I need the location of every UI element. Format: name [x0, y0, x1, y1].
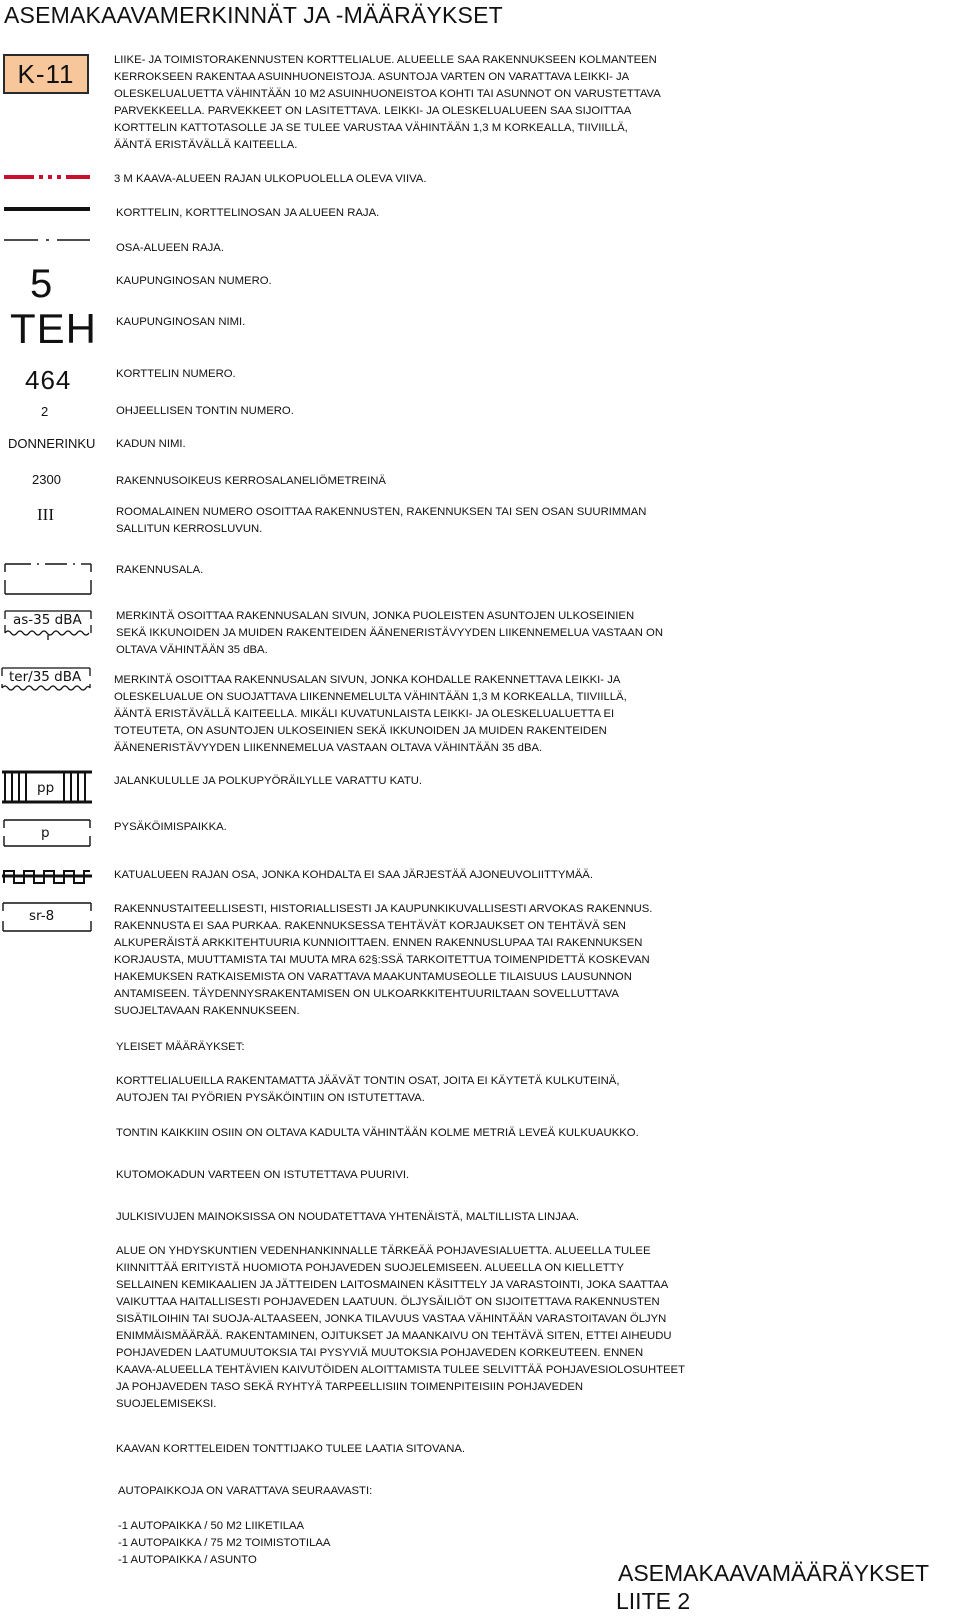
plan-area-outer-line-symbol [4, 172, 90, 182]
k11-zone-symbol: K-11 [3, 54, 89, 94]
no-vehicle-access-line-symbol [2, 867, 92, 885]
noise-ter-label: ter/35 dBA [9, 669, 82, 685]
entry-block-boundary-description: KORTTELIN, KORTTELINOSAN JA ALUEEN RAJA. [116, 207, 380, 219]
entry-floor-count-description: ROOMALAINEN NUMERO OSOITTAA RAKENNUSTEN, RAKENNUKSEN TAI SEN OSAN SUURIMMAN SALLITUN KERROSLUVUN. [116, 506, 647, 535]
floor-area-symbol: 2300 [32, 472, 61, 487]
general-regulations-heading: YLEISET MÄÄRÄYKSET: [116, 1041, 245, 1053]
entry-district-name-description: KAUPUNGINOSAN NIMI. [116, 316, 246, 328]
entry-sub-area-description: OSA-ALUEEN RAJA. [116, 242, 224, 254]
plot-number-symbol: 2 [41, 404, 49, 419]
floor-count-symbol: III [37, 505, 54, 524]
block-boundary-line-symbol [4, 205, 90, 213]
entry-building-area-description: RAKENNUSALA. [116, 564, 204, 576]
entry-no-vehicle-access-description: KATUALUEEN RAJAN OSA, JONKA KOHDALTA EI SAA JÄRJESTÄÄ AJONEUVOLIITTYMÄÄ. [114, 869, 593, 881]
district-number-symbol: 5 [30, 262, 53, 306]
entry-noise-ter-description: MERKINTÄ OSOITTAA RAKENNUSALAN SIVUN, JONKA KOHDALLE RAKENNETTAVA LEIKKI- JA OLESKELUALUE ON SUOJATTAVA LIIKENNEMELULTA VÄHINTÄÄN 1,3 M KORKEALLA, TIIVIILLÄ, ÄÄNTÄ ERISTÄVÄLLÄ KAITEELLA. MIKÄLI KUVATUNLAISTA LEIKKI- JA OLESKELUALUETTA EI TOTEUTETA, ON ASUNTOJEN ULKOSEINIEN SEKÄ IKKUNOIDEN JA MUIDEN RAKENTEIDEN ÄÄNENERISTÄVYYDEN LIIKENNEMELUA VASTAAN OLTAVA VÄHINTÄÄN 35 dBA. [114, 674, 627, 754]
general-item: TONTIN KAIKKIIN OSIIN ON OLTAVA KADULTA VÄHINTÄÄN KOLME METRIÄ LEVEÄ KULKUAUKKO. [116, 1127, 639, 1139]
entry-plot-number-description: OHJEELLISEN TONTIN NUMERO. [116, 405, 294, 417]
entry-parking-description: PYSÄKÖIMISPAIKKA. [114, 821, 227, 833]
general-item: KUTOMOKADUN VARTEEN ON ISTUTETTAVA PUURIVI. [116, 1169, 410, 1181]
district-name-symbol: TEH [10, 305, 97, 352]
parking-requirements-list: -1 AUTOPAIKKA / 50 M2 LIIKETILAA -1 AUTOPAIKKA / 75 M2 TOIMISTOTILAA -1 AUTOPAIKKA / ASUNTO [118, 1520, 331, 1566]
building-area-symbol [5, 562, 91, 596]
page-title: ASEMAKAAVAMERKINNÄT JA -MÄÄRÄYKSET [4, 2, 503, 28]
general-item: KORTTELIALUEILLA RAKENTAMATTA JÄÄVÄT TONTIN OSAT, JOITA EI KÄYTETÄ KULKUTEINÄ, AUTOJEN TAI PYÖRIEN PYSÄKÖINTIIN ON ISTUTETTAVA. [116, 1075, 620, 1104]
footer-appendix-label: LIITE 2 [616, 1588, 691, 1614]
pedestrian-street-label: pp [37, 780, 55, 796]
entry-noise-as-description: MERKINTÄ OSOITTAA RAKENNUSALAN SIVUN, JONKA PUOLEISTEN ASUNTOJEN ULKOSEINIEN SEKÄ IKKUNOIDEN JA MUIDEN RAKENTEIDEN ÄÄNENERISTÄVYYDEN LIIKENNEMELUA VASTAAN ON OLTAVA VÄHINTÄÄN 35 dBA. [116, 610, 663, 656]
general-item: KAAVAN KORTTELEIDEN TONTTIJAKO TULEE LAATIA SITOVANA. [116, 1443, 466, 1455]
general-item: ALUE ON YHDYSKUNTIEN VEDENHANKINNALLE TÄRKEÄÄ POHJAVESIALUETTA. ALUEELLA TULEE KIINNITTÄÄ ERITYISTÄ HUOMIOTA POHJAVEDEN SUOJELEMISEEN. ALUEELLA ON KIELLETTY SELLAINEN KEMIKAALIEN JA JÄTTEIDEN LAITOSMAINEN KÄSITTELY JA VARASTOINTI, JOKA SAATTAA VAIKUTTAA HAITALLISESTI POHJAVEDEN LAATUUN. ÖLJYSÄILIÖT ON SIJOITETTAVA RAKENNUSTEN SISÄTILOIHIN TAI SUOJA-ALTAASEEN, JONKA TILAVUUS VASTAA VÄHINTÄÄN VARASTOITAVAN ÖLJYN ENIMMÄISMÄÄRÄÄ. RAKENTAMINEN, OJITUKSET JA MAANKAIVU ON TEHTÄVÄ SITEN, ETTEI AIHEUDU POHJAVEDEN LAATUMUUTOKSIA TAI PYSYVIÄ MUUTOKSIA POHJAVEDEN KORKEUTEEN. ENNEN KAAVA-ALUEELLA TEHTÄVIEN KAIVUTÖIDEN ALOITTAMISTA TULEE SELVITTÄÄ POHJAVESIOLOSUHTEET JA POHJAVEDEN TASO SEKÄ RYHTYÄ TARPEELLISIIN TOIMENPITEISIIN POHJAVEDEN SUOJELEMISEKSI. [116, 1245, 685, 1410]
entry-district-number-description: KAUPUNGINOSAN NUMERO. [116, 275, 272, 287]
entry-outer-line-description: 3 M KAAVA-ALUEEN RAJAN ULKOPUOLELLA OLEVA VIIVA. [114, 173, 427, 185]
noise-as-label: as-35 dBA [13, 612, 82, 628]
street-name-symbol: DONNERINKU [8, 436, 96, 451]
block-number-symbol: 464 [25, 365, 72, 395]
general-item: JULKISIVUJEN MAINOKSISSA ON NOUDATETTAVA YHTENÄISTÄ, MALTILLISTA LINJAA. [116, 1211, 580, 1223]
protected-building-label: sr-8 [29, 908, 55, 924]
parking-area-label: p [41, 825, 50, 841]
entry-protected-building-description: RAKENNUSTAITEELLISESTI, HISTORIALLISESTI JA KAUPUNKIKUVALLISESTI ARVOKAS RAKENNUS. RAKENNUSTA EI SAA PURKAA. RAKENNUKSESSA TEHTÄVÄT KORJAUKSET ON TEHTÄVÄ SEN ALKUPERÄISTÄ ARKKITEHTUURIA KUNNIOITTAEN. ENNEN RAKENNUSLUPAA TAI RAKENNUKSEN KORJAUSTA, MUUTTAMISTA TAI MUUTA MRA 62§:SSÄ TARKOITETTUA TOIMENPIDETTÄ KOSKEVAN HAKEMUKSEN RATKAISEMISTA ON VARATTAVA MAAKUNTAMUSEOLLE TILAISUUS LAUSUNNON ANTAMISEEN. TÄYDENNYSRAKENTAMISEN ON ULKOARKKITEHTUURILTAAN SOVELLUTTAVA SUOJELTAVAAN RAKENNUKSEEN. [114, 903, 653, 1017]
entry-floor-area-description: RAKENNUSOIKEUS KERROSALANELIÖMETREINÄ [116, 475, 386, 487]
general-item: AUTOPAIKKOJA ON VARATTAVA SEURAAVASTI: [118, 1485, 373, 1497]
entry-pedestrian-street-description: JALANKULULLE JA POLKUPYÖRÄILYLLE VARATTU KATU. [114, 775, 423, 787]
entry-k11-description: LIIKE- JA TOIMISTORAKENNUSTEN KORTTELIALUE. ALUEELLE SAA RAKENNUKSEEN KOLMANTEEN KERROKSEEN RAKENTAA ASUINHUONEISTOJA. ASUNTOJA VARTEN ON VARATTAVA LEIKKI- JA OLESKELUALUETTA VÄHINTÄÄN 10 M2 ASUINHUONEISTOA KOHTI TAI ASUNNOT ON VARUSTETTAVA PARVEKKEELLA. PARVEKKEET ON LASITETTAVA. LEIKKI- JA OLESKELUALUEEN SAA SIJOITTAA KORTTELIN KATTOTASOLLE JA SE TULEE VARUSTAA VÄHINTÄÄN 1,3 M KORKEALLA, TIIVIILLÄ, ÄÄNTÄ ERISTÄVÄLLÄ KAITEELLA. [114, 54, 661, 151]
entry-street-name-description: KADUN NIMI. [116, 438, 186, 450]
footer-title: ASEMAKAAVAMÄÄRÄYKSET [618, 1560, 930, 1586]
entry-block-number-description: KORTTELIN NUMERO. [116, 368, 236, 380]
sub-area-boundary-line-symbol [4, 237, 90, 243]
